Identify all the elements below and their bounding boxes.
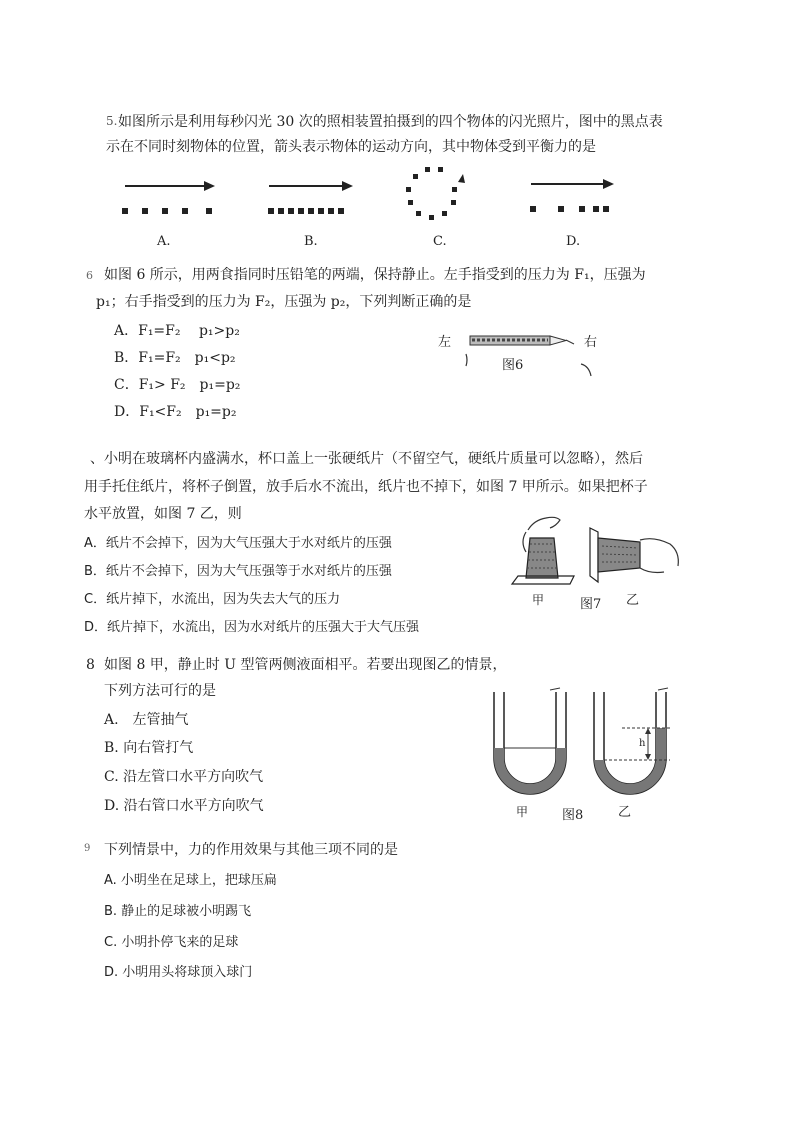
q6-number: 6 — [86, 269, 93, 282]
q7-stem-line1: 、小明在玻璃杯内盛满水，杯口盖上一张硬纸片（不留空气，硬纸片质量可以忽略），然后 — [90, 451, 643, 467]
fig8-caption: 图8 — [562, 808, 584, 823]
q9-stem: 下列情景中，力的作用效果与其他三项不同的是 — [104, 842, 398, 858]
fig7-jia-label: 甲 — [532, 593, 545, 607]
fig8-yi-u-tube — [588, 688, 678, 798]
q7-option-b[interactable]: B．纸片不会掉下，因为大气压强等于水对纸片的压强 — [84, 564, 392, 579]
q9-option-a[interactable]: A. 小明坐在足球上，把球压扁 — [104, 873, 277, 888]
q9-number: 9 — [84, 843, 91, 854]
q5-option-c-label[interactable]: C. — [433, 234, 447, 249]
q7-option-a[interactable]: A．纸片不会掉下，因为大气压强大于水对纸片的压强 — [84, 536, 392, 551]
q8-option-b[interactable]: B. 向右管打气 — [104, 740, 194, 756]
fig7-caption: 图7 — [580, 597, 602, 612]
q8-number: 8 — [86, 657, 95, 673]
fig6-left-label: 左 — [438, 335, 452, 350]
q5-figure-d — [526, 178, 626, 220]
fig8-yi-label: 乙 — [618, 805, 632, 820]
fig8-jia-label: 甲 — [516, 805, 529, 819]
q5-figure-a — [120, 178, 220, 220]
q8-stem-line1: 如图 8 甲，静止时 U 型管两侧液面相平。若要出现图乙的情景， — [104, 657, 507, 673]
q5-stem-line2: 示在不同时刻物体的位置，箭头表示物体的运动方向，其中物体受到平衡力的是 — [106, 139, 596, 155]
q6-option-c[interactable]: C．F₁> F₂ p₁=p₂ — [114, 377, 241, 393]
q6-option-b[interactable]: B．F₁=F₂ p₁<p₂ — [114, 350, 236, 366]
q9-option-d[interactable]: D. 小明用头将球顶入球门 — [104, 965, 253, 980]
q5-figure-b — [264, 178, 364, 220]
fig6-right-finger-mark — [578, 360, 598, 380]
q9-option-c[interactable]: C. 小明扑停飞来的足球 — [104, 935, 239, 950]
q6-stem-line2: p₁；右手指受到的压力为 F₂，压强为 p₂，下列判断正确的是 — [96, 294, 472, 310]
q7-option-c[interactable]: C．纸片掉下，水流出，因为失去大气的压力 — [84, 592, 341, 607]
q6-option-d[interactable]: D．F₁<F₂ p₁=p₂ — [114, 404, 237, 420]
fig6-caption: 图6 — [502, 358, 524, 373]
q7-stem-line3: 水平放置，如图 7 乙，则 — [84, 506, 242, 522]
fig7-yi-drawing — [586, 522, 684, 590]
fig7-yi-label: 乙 — [626, 593, 640, 608]
fig6-right-label: 右 — [584, 335, 598, 350]
q6-stem-line1: 如图 6 所示，用两食指同时压铅笔的两端，保持静止。左手指受到的压力为 F₁，压强为 — [104, 267, 646, 283]
q8-option-a[interactable]: A. 左管抽气 — [104, 712, 189, 728]
fig7-jia-drawing — [508, 510, 580, 590]
q6-option-a[interactable]: A．F₁=F₂ p₁>p₂ — [114, 323, 240, 339]
q8-option-d[interactable]: D. 沿右管口水平方向吹气 — [104, 798, 264, 814]
q5-option-b-label[interactable]: B. — [304, 234, 318, 249]
q8-stem-line2: 下列方法可行的是 — [104, 683, 216, 699]
q5-stem-line1: 如图所示是利用每秒闪光 30 次的照相装置拍摄到的四个物体的闪光照片，图中的黑点表 — [118, 114, 663, 130]
fig8-jia-u-tube — [488, 688, 572, 798]
q8-option-c[interactable]: C. 沿左管口水平方向吹气 — [104, 769, 264, 785]
q5-option-d-label[interactable]: D. — [566, 234, 581, 249]
q5-number: 5. — [106, 114, 118, 128]
q7-stem-line2: 用手托住纸片，将杯子倒置，放手后水不流出，纸片也不掉下，如图 7 甲所示。如果把杯子 — [84, 479, 648, 495]
q7-option-d[interactable]: D．纸片掉下，水流出，因为水对纸片的压强大于大气压强 — [84, 620, 420, 635]
q5-figure-c — [400, 162, 470, 228]
fig8-h-label: h — [639, 738, 646, 749]
q9-option-b[interactable]: B. 静止的足球被小明踢飞 — [104, 904, 252, 919]
q5-option-a-label[interactable]: A. — [157, 234, 171, 249]
